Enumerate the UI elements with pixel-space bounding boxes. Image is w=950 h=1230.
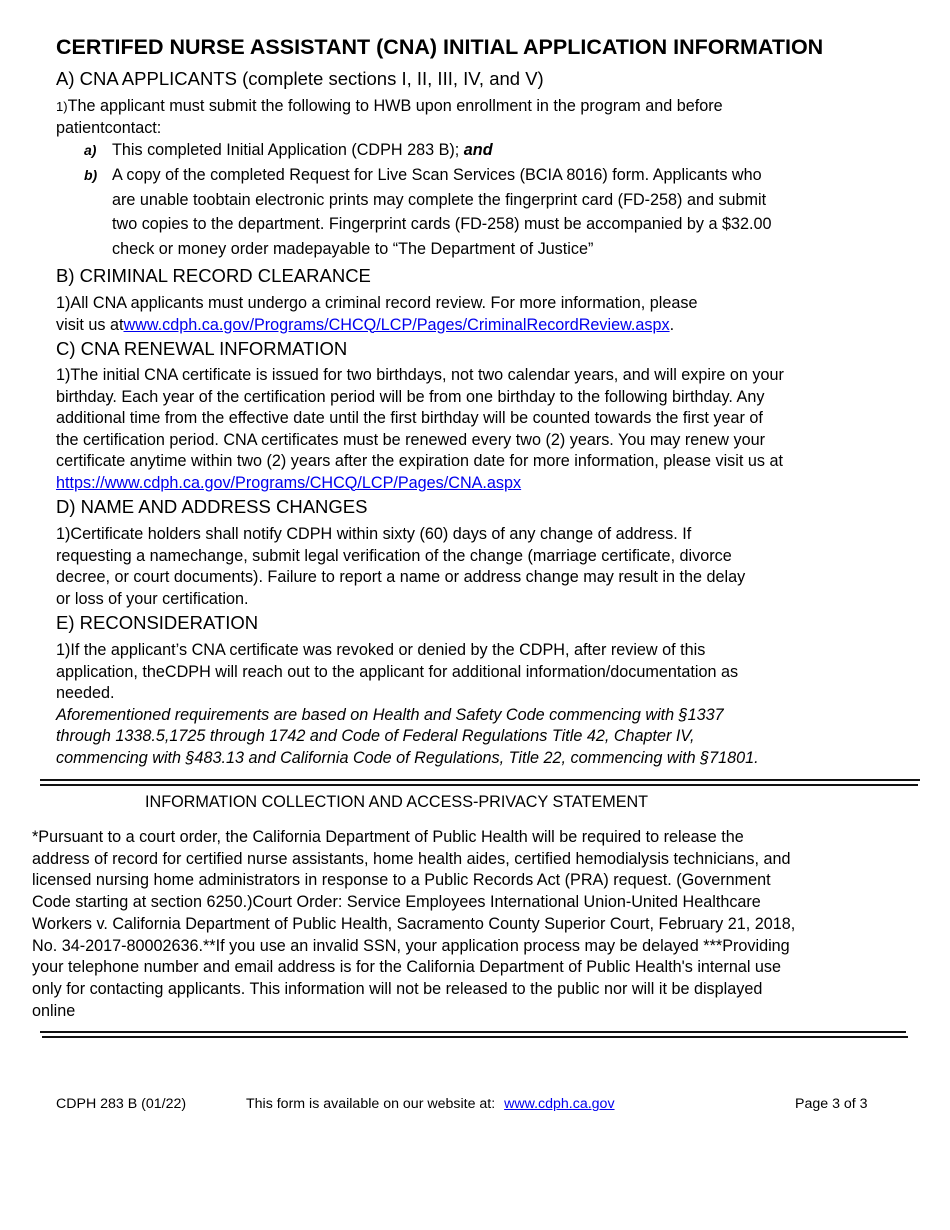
privacy-line: licensed nursing home administrators in response to a Public Records Act (PRA) request. (Government — [32, 871, 771, 890]
section-a-intro — [56, 96, 906, 139]
privacy-line: your telephone number and email address is for the California Department of Public Health's internal use — [32, 958, 782, 977]
sub-item-text: A copy of the completed Request for Live Scan Services (BCIA 8016) form. Applicants who — [112, 166, 762, 184]
punctuation: . — [669, 315, 675, 334]
privacy-line: Code starting at section 6250.)Court Order: Service Employees International Union-United Healthcare — [32, 893, 761, 912]
body-line: application, theCDPH will reach out to the applicant for additional information/documentation as — [56, 662, 739, 681]
document-title: CERTIFED NURSE ASSISTANT (CNA) INITIAL APPLICATION INFORMATION — [56, 35, 824, 59]
body-line: or loss of your certification. — [56, 589, 249, 608]
privacy-statement-title: INFORMATION COLLECTION AND ACCESS-PRIVACY STATEMENT — [145, 793, 649, 811]
divider-bottom-upper — [40, 1031, 906, 1033]
website-link[interactable]: www.cdph.ca.gov — [504, 1096, 615, 1112]
sub-item-text: are unable toobtain electronic prints may complete the fingerprint card (FD-258) and submit — [112, 190, 767, 209]
privacy-line: Workers v. California Department of Public Health, Sacramento County Superior Court, February 21, 2018, — [32, 914, 796, 933]
criminal-record-review-link[interactable]: www.cdph.ca.gov/Programs/CHCQ/LCP/Pages/CriminalRecordReview.aspx — [123, 315, 670, 334]
cna-renewal-link[interactable]: https://www.cdph.ca.gov/Programs/CHCQ/LCP/Pages/CNA.aspx — [56, 473, 522, 492]
privacy-line: address of record for certified nurse assistants, home health aides, certified hemodialysis technicians, and — [32, 849, 791, 868]
regulation-note-line: Aforementioned requirements are based on Health and Safety Code commencing with §1337 — [56, 705, 724, 724]
sub-item-emphasis: and — [463, 141, 493, 159]
body-line: decree, or court documents). Failure to report a name or address change may result in the delay — [56, 568, 746, 586]
intro-line: patientcontact: — [56, 118, 162, 137]
divider-top-upper — [40, 779, 920, 781]
body-line: additional time from the effective date until the first birthday will be counted towards the first year of — [56, 409, 763, 427]
privacy-line: No. 34-2017-80002636.**If you use an invalid SSN, your application process may be delayed ***Providing — [32, 936, 790, 955]
body-line: visit us at — [56, 315, 124, 334]
section-c-heading: C) CNA RENEWAL INFORMATION — [56, 338, 348, 359]
intro-line: The applicant must submit the following to HWB upon enrollment in the program and before — [67, 97, 723, 115]
page-indicator: Page 3 of 3 — [795, 1096, 868, 1112]
section-e-heading: E) RECONSIDERATION — [56, 612, 259, 633]
sub-item-text: This completed Initial Application (CDPH 283 B); — [112, 141, 464, 159]
body-line: the certification period. CNA certificates must be renewed every two (2) years. You may renew your — [56, 430, 765, 449]
form-id: CDPH 283 B (01/22) — [56, 1096, 187, 1112]
privacy-line: only for contacting applicants. This information will not be released to the public nor will it be displayed — [32, 979, 763, 998]
section-b-body — [56, 293, 906, 336]
body-line: needed. — [56, 684, 115, 702]
availability-text: This form is available on our website at: — [246, 1096, 496, 1112]
body-line: 1)Certificate holders shall notify CDPH within sixty (60) days of any change of address. If — [56, 525, 692, 543]
availability-note — [246, 1096, 615, 1112]
sub-item-text: check or money order madepayable to “The Department of Justice” — [112, 239, 594, 258]
section-a-heading: A) CNA APPLICANTS (complete sections I, II, III, IV, and V) — [56, 68, 544, 89]
privacy-line: *Pursuant to a court order, the California Department of Public Health will be required to release the — [32, 828, 744, 846]
section-c-body — [56, 365, 906, 494]
body-line: 1)If the applicant’s CNA certificate was revoked or denied by the CDPH, after review of this — [56, 641, 706, 659]
body-line: 1)All CNA applicants must undergo a criminal record review. For more information, please — [56, 294, 698, 312]
divider-bottom-lower — [42, 1036, 908, 1038]
body-line: certificate anytime within two (2) years after the expiration date for more information, please visit us at — [56, 452, 783, 470]
item-number: 1) — [56, 99, 68, 114]
regulation-note-line: through 1338.5,1725 through 1742 and Code of Federal Regulations Title 42, Chapter IV, — [56, 727, 695, 745]
section-d-heading: D) NAME AND ADDRESS CHANGES — [56, 496, 368, 517]
body-line: 1)The initial CNA certificate is issued for two birthdays, not two calendar years, and will expire on your — [56, 366, 784, 384]
section-e-body — [56, 640, 906, 769]
regulation-note-line: commencing with §483.13 and California Code of Regulations, Title 22, commencing with §71801. — [56, 748, 759, 767]
body-line: requesting a namechange, submit legal verification of the change (marriage certificate, divorce — [56, 546, 732, 565]
sub-item-text: two copies to the department. Fingerprint cards (FD-258) must be accompanied by a $32.00 — [112, 215, 772, 233]
sub-item-label: b) — [84, 167, 98, 183]
section-d-body — [56, 524, 906, 610]
body-line: birthday. Each year of the certification period will be from one birthday to the following birthday. Any — [56, 387, 765, 406]
sub-item-label: a) — [84, 142, 97, 158]
privacy-line: online — [32, 1001, 76, 1020]
section-b-heading: B) CRIMINAL RECORD CLEARANCE — [56, 265, 371, 286]
privacy-statement-body — [32, 827, 922, 1022]
divider-top-lower — [40, 784, 918, 786]
